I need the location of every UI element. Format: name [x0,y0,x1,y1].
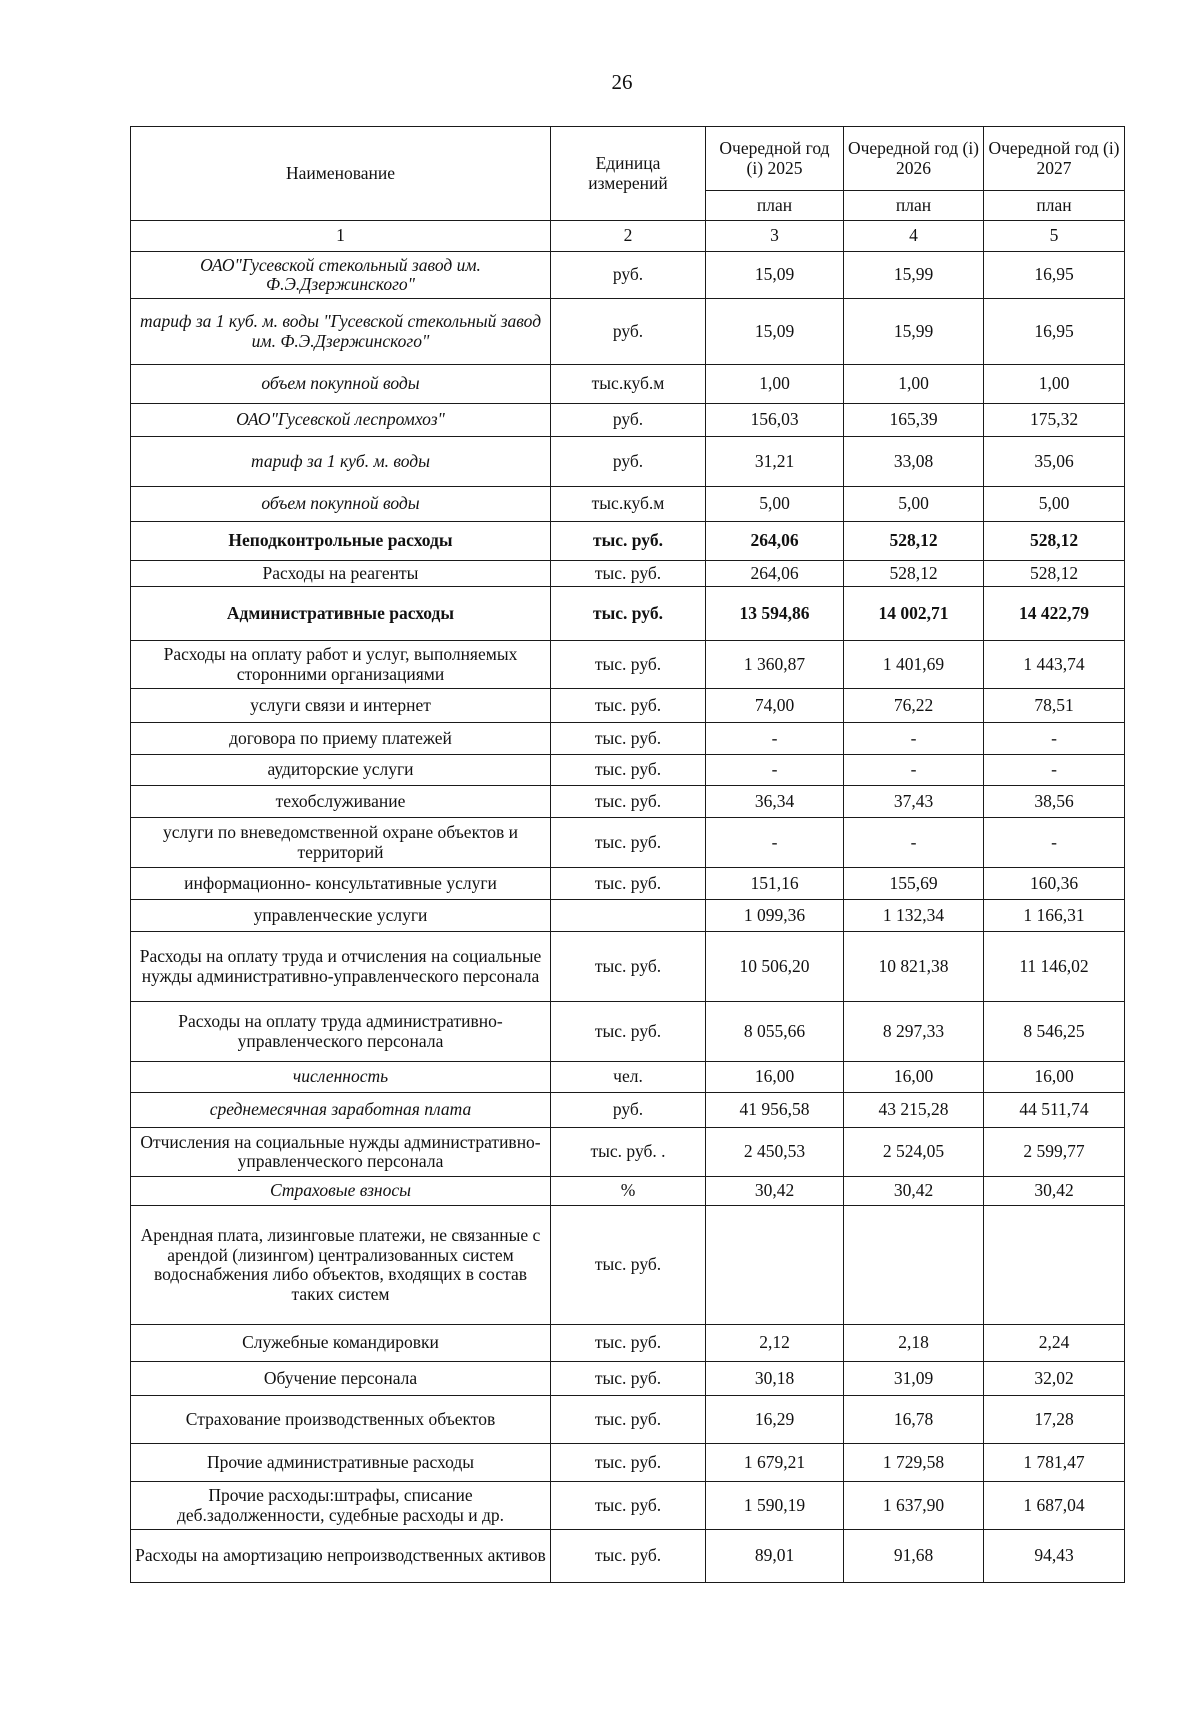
row-name-cell: Административные расходы [131,587,551,641]
row-unit-cell: тыс. руб. [551,1325,706,1362]
header-year-2025: Очередной год (i) 2025 [706,127,844,191]
row-value-2025: - [706,818,844,868]
row-unit-cell: тыс. руб. [551,1530,706,1583]
row-name-cell: тариф за 1 куб. м. воды "Гусевской стекольный завод им. Ф.Э.Дзержинского" [131,299,551,365]
row-name-cell: Расходы на оплату работ и услуг, выполняемых сторонними организациями [131,641,551,689]
table-row [131,404,1125,437]
row-value-2026: 528,12 [844,522,984,561]
row-name-cell: договора по приему платежей [131,723,551,755]
row-unit-cell: тыс.куб.м [551,365,706,404]
header-plan-2025: план [706,191,844,221]
row-value-2025: 1 360,87 [706,641,844,689]
row-unit-cell: тыс. руб. [551,868,706,900]
row-value-2026: 1 401,69 [844,641,984,689]
row-name-cell: Служебные командировки [131,1325,551,1362]
column-number: 4 [844,221,984,252]
table-row [131,299,1125,365]
row-value-2025: 2 450,53 [706,1128,844,1177]
column-number: 5 [984,221,1125,252]
row-value-2025 [706,1206,844,1325]
row-value-2026: 155,69 [844,868,984,900]
row-value-2025: 16,00 [706,1062,844,1093]
row-value-2025: 10 506,20 [706,932,844,1002]
row-value-2025: 8 055,66 [706,1002,844,1062]
row-value-2026: 1 132,34 [844,900,984,932]
row-value-2027: 1 781,47 [984,1444,1125,1482]
row-value-2026: - [844,818,984,868]
row-name-cell: Прочие расходы:штрафы, списание деб.задолженности, судебные расходы и др. [131,1482,551,1530]
row-unit-cell: руб. [551,1093,706,1128]
row-unit-cell: руб. [551,404,706,437]
row-value-2025: 1,00 [706,365,844,404]
row-value-2025: 31,21 [706,437,844,487]
row-unit-cell: тыс. руб. [551,786,706,818]
row-value-2027: 35,06 [984,437,1125,487]
row-value-2025: 15,09 [706,299,844,365]
row-value-2026: 165,39 [844,404,984,437]
header-plan-2026: план [844,191,984,221]
row-unit-cell: тыс. руб. [551,522,706,561]
row-value-2025: 156,03 [706,404,844,437]
column-number: 2 [551,221,706,252]
row-name-cell: ОАО"Гусевской леспромхоз" [131,404,551,437]
row-value-2026: 33,08 [844,437,984,487]
row-value-2025: 15,09 [706,252,844,299]
table-row [131,365,1125,404]
row-value-2025: 36,34 [706,786,844,818]
row-value-2027: 14 422,79 [984,587,1125,641]
header-year-2026: Очередной год (i) 2026 [844,127,984,191]
table-row [131,1530,1125,1583]
row-value-2027: 1 166,31 [984,900,1125,932]
row-value-2025: 74,00 [706,689,844,723]
row-unit-cell: тыс. руб. [551,641,706,689]
row-unit-cell: руб. [551,252,706,299]
row-value-2025: - [706,723,844,755]
row-value-2025: 30,42 [706,1177,844,1206]
row-name-cell: Страховые взносы [131,1177,551,1206]
row-value-2027: 78,51 [984,689,1125,723]
row-value-2026: 15,99 [844,252,984,299]
row-unit-cell: руб. [551,299,706,365]
row-value-2025: 13 594,86 [706,587,844,641]
row-unit-cell: тыс. руб. [551,755,706,786]
row-value-2027: 44 511,74 [984,1093,1125,1128]
column-number: 3 [706,221,844,252]
row-name-cell: Арендная плата, лизинговые платежи, не связанные с арендой (лизингом) централизованных систем водоснабжения либо объектов, входящих в состав таких систем [131,1206,551,1325]
table-row [131,1093,1125,1128]
row-value-2025: 1 099,36 [706,900,844,932]
row-value-2027: 8 546,25 [984,1002,1125,1062]
row-name-cell: Расходы на оплату труда административно-управленческого персонала [131,1002,551,1062]
row-value-2025: 2,12 [706,1325,844,1362]
row-name-cell: Неподконтрольные расходы [131,522,551,561]
row-name-cell: объем покупной воды [131,487,551,522]
table-body [131,252,1125,1583]
page-number: 26 [611,70,633,94]
header-plan-2027: план [984,191,1125,221]
row-name-cell: услуги связи и интернет [131,689,551,723]
row-value-2026: 1 637,90 [844,1482,984,1530]
row-value-2026: 15,99 [844,299,984,365]
row-name-cell: услуги по вневедомственной охране объектов и территорий [131,818,551,868]
row-value-2026: 1,00 [844,365,984,404]
table-row [131,900,1125,932]
row-name-cell: аудиторские услуги [131,755,551,786]
table-row [131,723,1125,755]
table-row [131,1002,1125,1062]
table-row [131,641,1125,689]
row-value-2026: - [844,755,984,786]
table-row [131,252,1125,299]
row-name-cell: Страхование производственных объектов [131,1396,551,1444]
row-value-2026: 31,09 [844,1362,984,1396]
row-value-2026: 91,68 [844,1530,984,1583]
row-unit-cell: чел. [551,1062,706,1093]
row-value-2027: 16,00 [984,1062,1125,1093]
row-value-2026: 43 215,28 [844,1093,984,1128]
row-value-2026: - [844,723,984,755]
budget-table [130,126,1125,1583]
row-name-cell: тариф за 1 куб. м. воды [131,437,551,487]
row-value-2026: 528,12 [844,561,984,587]
row-value-2025: 30,18 [706,1362,844,1396]
table-row [131,1396,1125,1444]
row-unit-cell: тыс. руб. [551,1396,706,1444]
row-value-2026: 30,42 [844,1177,984,1206]
row-name-cell: Прочие административные расходы [131,1444,551,1482]
row-value-2027: 1 443,74 [984,641,1125,689]
row-name-cell: Расходы на оплату труда и отчисления на социальные нужды административно-управленческого персонала [131,932,551,1002]
row-value-2027: 38,56 [984,786,1125,818]
row-value-2025: 1 590,19 [706,1482,844,1530]
row-value-2025: - [706,755,844,786]
table-row [131,786,1125,818]
row-unit-cell: тыс. руб. [551,932,706,1002]
row-value-2025: 1 679,21 [706,1444,844,1482]
row-unit-cell: руб. [551,437,706,487]
table-row [131,522,1125,561]
row-unit-cell: тыс. руб. . [551,1128,706,1177]
row-value-2027: 175,32 [984,404,1125,437]
header-unit: Единица измерений [551,127,706,221]
table-row [131,561,1125,587]
row-value-2027: 11 146,02 [984,932,1125,1002]
row-value-2026: 5,00 [844,487,984,522]
row-value-2027: - [984,755,1125,786]
table-row [131,487,1125,522]
table-row [131,437,1125,487]
column-number: 1 [131,221,551,252]
table-row [131,1062,1125,1093]
row-value-2026 [844,1206,984,1325]
row-unit-cell: тыс. руб. [551,1482,706,1530]
row-unit-cell: тыс. руб. [551,1206,706,1325]
row-name-cell: численность [131,1062,551,1093]
row-unit-cell: тыс. руб. [551,723,706,755]
table-row [131,1177,1125,1206]
row-unit-cell: тыс. руб. [551,1002,706,1062]
table-row [131,1362,1125,1396]
table-row [131,755,1125,786]
row-unit-cell: % [551,1177,706,1206]
row-unit-cell: тыс. руб. [551,1444,706,1482]
table-row [131,1206,1125,1325]
row-value-2027: 160,36 [984,868,1125,900]
row-name-cell: Обучение персонала [131,1362,551,1396]
row-name-cell: управленческие услуги [131,900,551,932]
row-value-2025: 151,16 [706,868,844,900]
row-value-2026: 76,22 [844,689,984,723]
row-value-2027: 94,43 [984,1530,1125,1583]
row-value-2027: 528,12 [984,561,1125,587]
row-name-cell: объем покупной воды [131,365,551,404]
table-row [131,1444,1125,1482]
row-value-2025: 264,06 [706,561,844,587]
row-name-cell: Отчисления на социальные нужды административно-управленческого персонала [131,1128,551,1177]
row-value-2026: 1 729,58 [844,1444,984,1482]
row-value-2027: 16,95 [984,299,1125,365]
row-value-2026: 10 821,38 [844,932,984,1002]
table-row [131,1325,1125,1362]
row-unit-cell [551,900,706,932]
header-name: Наименование [131,127,551,221]
row-value-2026: 14 002,71 [844,587,984,641]
row-value-2026: 16,78 [844,1396,984,1444]
row-value-2026: 16,00 [844,1062,984,1093]
row-name-cell: среднемесячная заработная плата [131,1093,551,1128]
row-value-2026: 8 297,33 [844,1002,984,1062]
table-row [131,1482,1125,1530]
table-row [131,868,1125,900]
row-value-2027: 32,02 [984,1362,1125,1396]
row-value-2025: 89,01 [706,1530,844,1583]
row-name-cell: Расходы на реагенты [131,561,551,587]
row-unit-cell: тыс. руб. [551,1362,706,1396]
row-value-2026: 37,43 [844,786,984,818]
row-value-2027: 17,28 [984,1396,1125,1444]
row-value-2027: 2,24 [984,1325,1125,1362]
table-row [131,1128,1125,1177]
row-value-2027: 30,42 [984,1177,1125,1206]
row-value-2027: 528,12 [984,522,1125,561]
row-value-2025: 5,00 [706,487,844,522]
row-name-cell: ОАО"Гусевской стекольный завод им. Ф.Э.Дзержинского" [131,252,551,299]
header-year-2027: Очередной год (i) 2027 [984,127,1125,191]
row-value-2027: - [984,818,1125,868]
row-value-2027: 1,00 [984,365,1125,404]
table-row [131,689,1125,723]
row-value-2026: 2,18 [844,1325,984,1362]
row-value-2027: 2 599,77 [984,1128,1125,1177]
row-value-2027: 1 687,04 [984,1482,1125,1530]
row-value-2025: 41 956,58 [706,1093,844,1128]
row-unit-cell: тыс.куб.м [551,487,706,522]
row-value-2027: - [984,723,1125,755]
row-value-2026: 2 524,05 [844,1128,984,1177]
row-value-2025: 16,29 [706,1396,844,1444]
table-row [131,818,1125,868]
row-value-2025: 264,06 [706,522,844,561]
row-name-cell: техобслуживание [131,786,551,818]
row-unit-cell: тыс. руб. [551,689,706,723]
row-value-2027: 16,95 [984,252,1125,299]
row-value-2027 [984,1206,1125,1325]
row-name-cell: Расходы на амортизацию непроизводственных активов [131,1530,551,1583]
row-value-2027: 5,00 [984,487,1125,522]
row-unit-cell: тыс. руб. [551,818,706,868]
row-unit-cell: тыс. руб. [551,587,706,641]
table-row [131,587,1125,641]
row-name-cell: информационно- консультативные услуги [131,868,551,900]
row-unit-cell: тыс. руб. [551,561,706,587]
table-row [131,932,1125,1002]
